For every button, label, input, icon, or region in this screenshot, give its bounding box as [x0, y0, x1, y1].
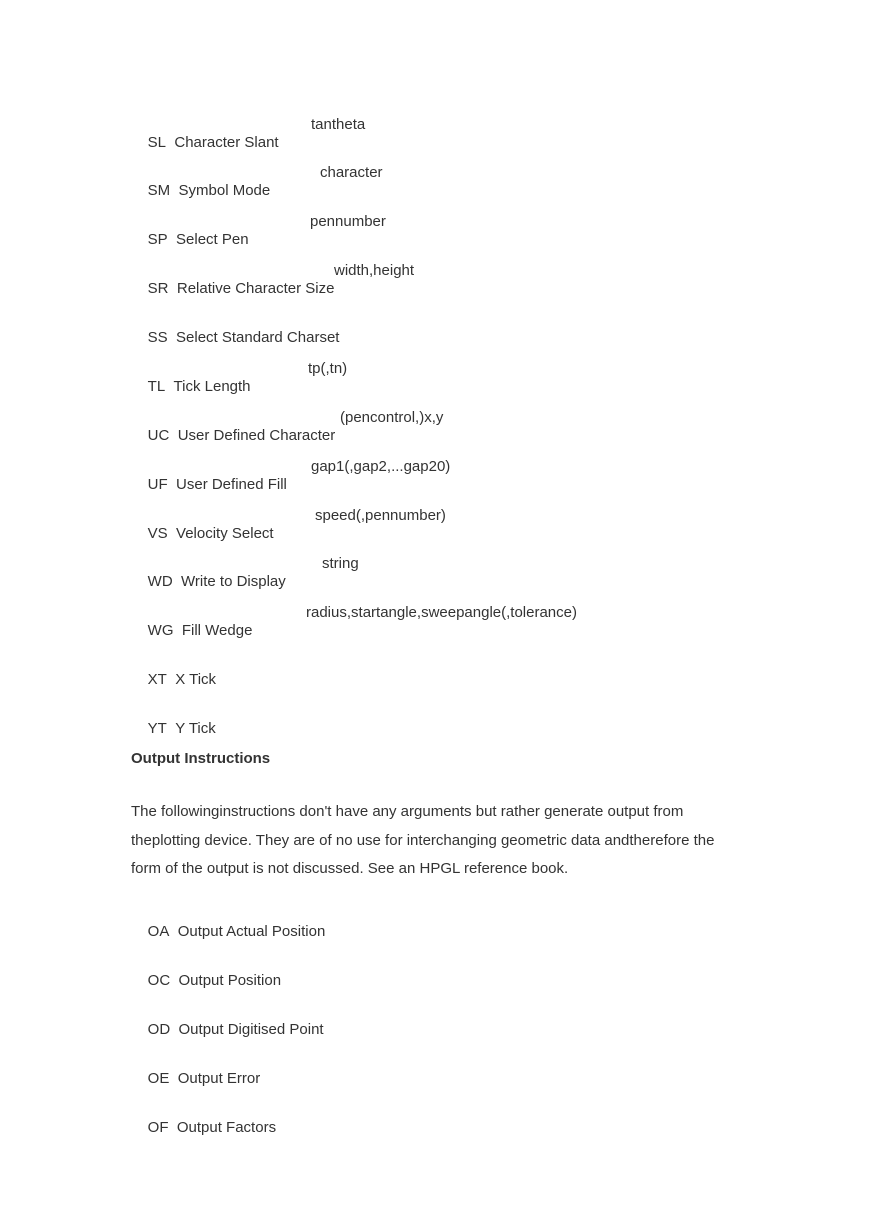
- command-code: SS: [147, 329, 168, 346]
- output-line-oc: [131, 954, 281, 1008]
- section-paragraph: The followinginstructions don't have any arguments but rather generate output from theplotting device. They are of no use for interchanging geometric data andtherefore the form of the output is not discussed. See an HPGL reference book.: [131, 803, 715, 877]
- command-code: YT: [147, 720, 167, 737]
- command-code: OE: [147, 1070, 170, 1087]
- command-code: OC: [147, 972, 171, 989]
- command-name: Output Factors: [176, 1119, 277, 1136]
- output-line-oa: [131, 905, 325, 959]
- command-code: WG: [147, 622, 174, 639]
- command-name: Select Pen: [176, 231, 249, 248]
- command-name: User Defined Fill: [176, 476, 287, 493]
- command-code: UC: [147, 427, 170, 444]
- command-code: UF: [147, 476, 168, 493]
- command-name: Write to Display: [181, 573, 286, 590]
- command-args: radius,startangle,sweepangle(,tolerance): [306, 604, 577, 621]
- command-line-ss: [131, 311, 339, 365]
- command-args: character: [320, 164, 383, 181]
- command-name: Velocity Select: [176, 525, 274, 542]
- section-heading: Output Instructions: [131, 750, 271, 767]
- command-name: Character Slant: [174, 134, 279, 151]
- command-name: Output Error: [177, 1070, 261, 1087]
- command-args: width,height: [334, 262, 415, 279]
- command-code: WD: [147, 573, 173, 590]
- command-name: Tick Length: [173, 378, 251, 395]
- command-code: OF: [147, 1119, 169, 1136]
- output-line-od: [131, 1003, 324, 1057]
- command-code: SP: [147, 231, 168, 248]
- command-code: TL: [147, 378, 166, 395]
- command-line-xt: [131, 653, 216, 707]
- command-code: SL: [147, 134, 167, 151]
- command-code: OA: [147, 923, 170, 940]
- command-name: Relative Character Size: [176, 280, 335, 297]
- command-args: tantheta: [311, 116, 366, 133]
- command-args: speed(,pennumber): [315, 507, 446, 524]
- command-name: Output Actual Position: [177, 923, 326, 940]
- command-code: SR: [147, 280, 169, 297]
- command-line-yt: [131, 702, 216, 756]
- output-line-of: [131, 1101, 276, 1155]
- command-args: gap1(,gap2,...gap20): [311, 458, 451, 475]
- command-name: X Tick: [175, 671, 217, 688]
- command-args: pennumber: [310, 213, 386, 230]
- command-code: OD: [147, 1021, 171, 1038]
- command-args: tp(,tn): [308, 360, 348, 377]
- output-line-oe: [131, 1052, 260, 1106]
- command-name: Y Tick: [175, 720, 216, 737]
- command-code: VS: [147, 525, 168, 542]
- command-name: Symbol Mode: [178, 182, 271, 199]
- command-name: User Defined Character: [177, 427, 336, 444]
- command-code: XT: [147, 671, 167, 688]
- command-code: SM: [147, 182, 171, 199]
- command-args: (pencontrol,)x,y: [340, 409, 444, 426]
- command-name: Output Position: [178, 972, 282, 989]
- command-name: Fill Wedge: [181, 622, 253, 639]
- command-name: Select Standard Charset: [176, 329, 340, 346]
- command-args: string: [322, 555, 359, 572]
- command-name: Output Digitised Point: [178, 1021, 324, 1038]
